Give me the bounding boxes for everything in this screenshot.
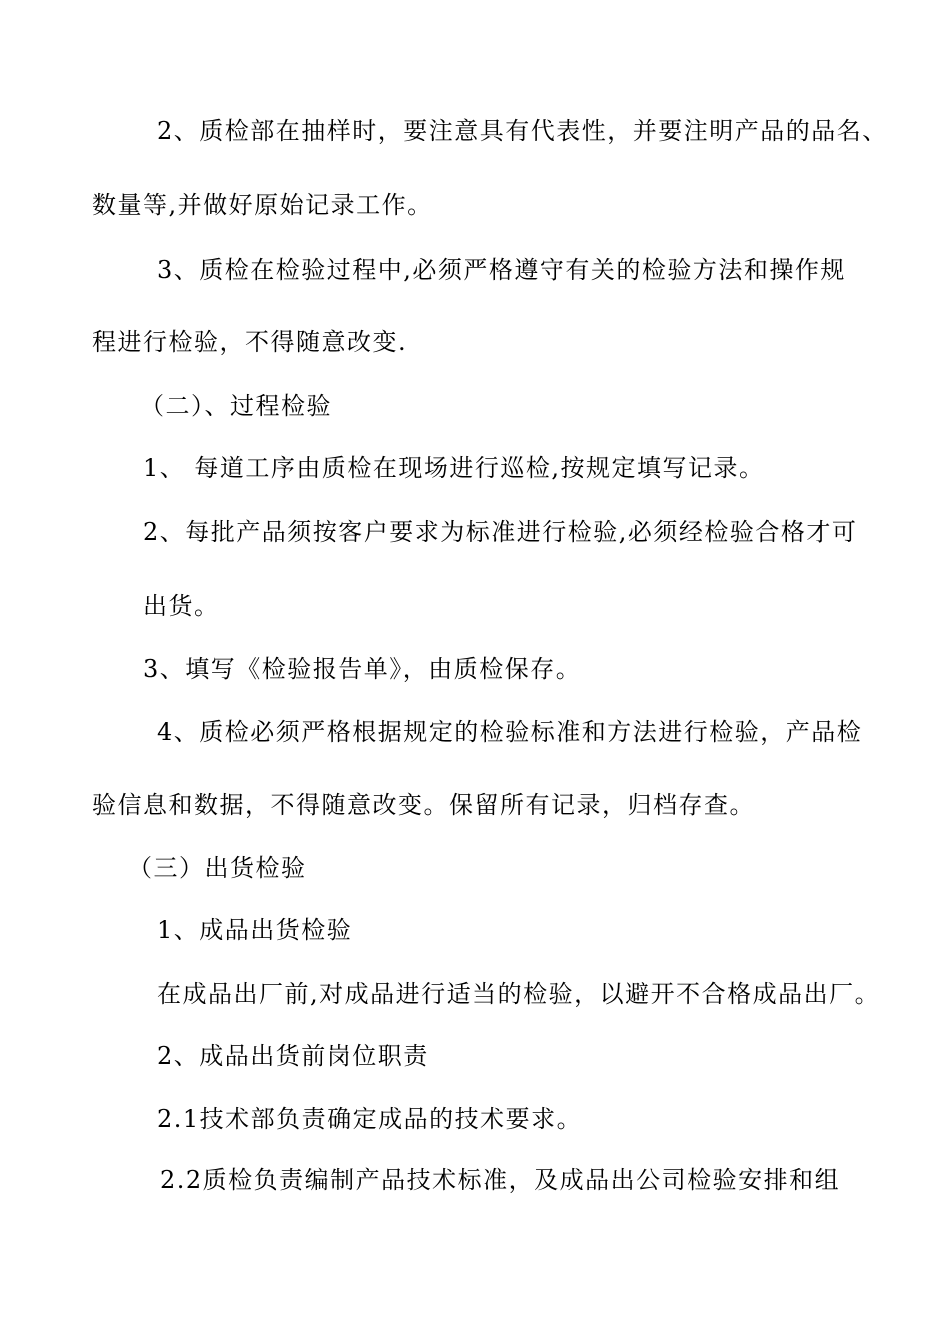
paragraph-line: 2.1技术部负责确定成品的技术要求。 bbox=[157, 1105, 583, 1133]
paragraph-line: 4、质检必须严格根据规定的检验标准和方法进行检验，产品检 bbox=[157, 718, 863, 746]
paragraph-line: 出货。 bbox=[143, 592, 220, 620]
paragraph-line: 1、成品出货检验 bbox=[157, 916, 353, 944]
paragraph-line: 1、 每道工序由质检在现场进行巡检,按规定填写记录。 bbox=[143, 454, 765, 482]
section-heading: （二）、过程检验 bbox=[140, 392, 332, 420]
paragraph-line: 2、每批产品须按客户要求为标准进行检验,必须经检验合格才可 bbox=[143, 518, 858, 546]
paragraph-line: 程进行检验，不得随意改变. bbox=[92, 328, 408, 356]
paragraph-line: 在成品出厂前,对成品进行适当的检验，以避开不合格成品出厂。 bbox=[157, 980, 881, 1008]
paragraph-line: 3、填写《检验报告单》，由质检保存。 bbox=[143, 655, 582, 683]
paragraph-line: 2.2质检负责编制产品技术标准，及成品出公司检验安排和组 bbox=[160, 1166, 841, 1194]
paragraph-line: 2、成品出货前岗位职责 bbox=[157, 1042, 429, 1070]
paragraph-line: 3、质检在检验过程中,必须严格遵守有关的检验方法和操作规 bbox=[157, 256, 846, 284]
paragraph-line: 数量等,并做好原始记录工作。 bbox=[92, 191, 433, 219]
paragraph-line: 2、质检部在抽样时，要注意具有代表性，并要注明产品的品名、 bbox=[157, 117, 888, 145]
paragraph-line: 验信息和数据，不得随意改变。保留所有记录，归档存查。 bbox=[92, 791, 755, 819]
section-heading: （三）出货检验 bbox=[128, 854, 307, 882]
